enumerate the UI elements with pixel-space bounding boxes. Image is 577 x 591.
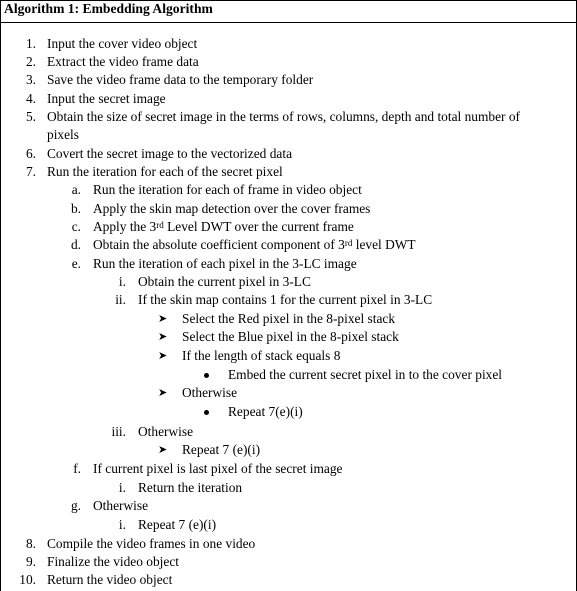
arrow-bullet-icon: ➤ [158, 350, 168, 362]
title-divider [1, 22, 576, 23]
step-5-continued: pixels [47, 127, 79, 142]
bullet-icon [204, 410, 209, 415]
arrow-bullet-icon: ➤ [158, 331, 168, 343]
arrow-bullet-icon: ➤ [158, 444, 168, 456]
arrow-bullet-icon: ➤ [158, 387, 168, 399]
algorithm-title: Algorithm 1: Embedding Algorithm [4, 1, 213, 16]
arrow-bullet-icon: ➤ [158, 313, 168, 325]
bullet-icon [204, 373, 209, 378]
